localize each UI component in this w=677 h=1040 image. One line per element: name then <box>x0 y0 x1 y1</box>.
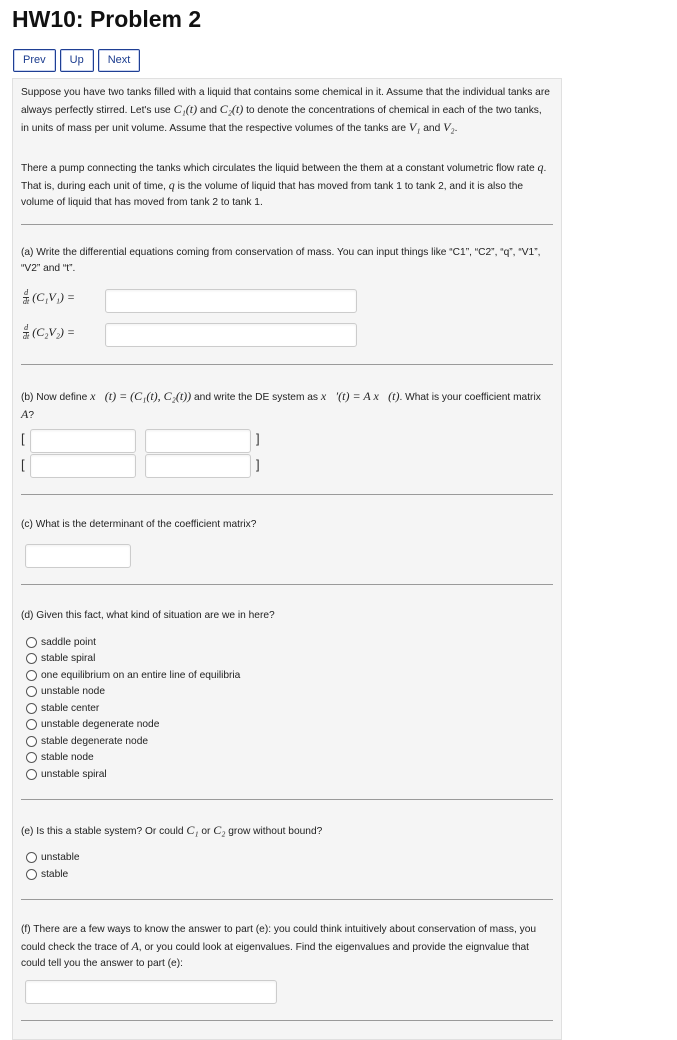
option-unstable-degenerate-node[interactable]: unstable degenerate node <box>26 717 159 732</box>
eigenvalue-input[interactable] <box>25 980 277 1004</box>
option-stable-center[interactable]: stable center <box>26 701 99 716</box>
page-title: HW10: Problem 2 <box>12 6 202 32</box>
x-definition: x⃗(t) = (C₁(t), C₂(t)) <box>90 389 192 403</box>
a-math: A <box>131 939 139 953</box>
matrix-cell-12[interactable] <box>145 429 251 453</box>
option-stable-spiral[interactable]: stable spiral <box>26 651 95 666</box>
part-a-eq2-label: $\frac{d}{dt}$ (C₂V₂) = <box>23 323 76 341</box>
part-a-prompt: (a) Write the differential equations coming from conservation of mass. You can input things like “C1”, “C2”, “q”, “V1”, “V2” and “t”. <box>21 247 541 274</box>
next-button[interactable]: Next <box>98 49 141 72</box>
radio-button[interactable] <box>26 703 37 714</box>
part-e-prompt: (e) Is this a stable system? Or could C₁ or C₂ grow without bound? <box>21 823 323 837</box>
divider <box>21 899 553 900</box>
radio-button[interactable] <box>26 686 37 697</box>
matrix-left-bracket: [ <box>21 431 25 446</box>
d-dt-fraction: $\frac{d}{dt}$ <box>23 323 30 341</box>
prev-button[interactable]: Prev <box>13 49 56 72</box>
divider <box>21 364 553 365</box>
nav-bar <box>13 49 140 72</box>
radio-button[interactable] <box>26 653 37 664</box>
radio-button[interactable] <box>26 769 37 780</box>
radio-button[interactable] <box>26 736 37 747</box>
divider <box>21 494 553 495</box>
v2-math: V₂ <box>443 120 455 134</box>
matrix-right-bracket: ] <box>256 457 260 472</box>
c1-math: C₁ <box>186 823 199 837</box>
d-dt-fraction: $\frac{d}{dt}$ <box>23 288 30 306</box>
part-a-input-2[interactable] <box>105 323 357 347</box>
part-a-eq1-label: $\frac{d}{dt}$ (C₁V₁) = <box>23 288 76 306</box>
radio-button[interactable] <box>26 670 37 681</box>
part-b-prompt: (b) Now define x⃗(t) = (C₁(t), C₂(t)) and write the DE system as x⃗′(t) = A x⃗(t). What is your coefficient matrix A? <box>21 389 541 421</box>
matrix-cell-22[interactable] <box>145 454 251 478</box>
up-button[interactable]: Up <box>60 49 94 72</box>
radio-button[interactable] <box>26 752 37 763</box>
intro-paragraph-1: Suppose you have two tanks filled with a liquid that contains some chemical in it. Assume that the individual tanks are always perfectly stirred. Let's use C₁(t) and C₂(t) to denote the concentrations of chemical in each of the two tanks, in units of mass per unit volume. Assume that the respective volumes of the tanks are V₁ and V₂. <box>21 87 550 134</box>
intro-paragraph-2: There a pump connecting the tanks which circulates the liquid between the them at a constant volumetric flow rate q. That is, during each unit of time, q is the volume of liquid that has moved from tank 1 to tank 2, and it is also the volume of liquid that has moved from tank 2 to tank 1. <box>21 160 547 208</box>
c2-math: C₂(t) <box>219 102 244 116</box>
divider <box>21 1020 553 1021</box>
v1-math: V₁ <box>408 120 421 134</box>
option-unstable-spiral[interactable]: unstable spiral <box>26 767 107 782</box>
divider <box>21 799 553 800</box>
de-system: x⃗′(t) = A x⃗(t) <box>320 389 400 403</box>
c1-math: C₁(t) <box>173 102 198 116</box>
option-unstable[interactable]: unstable <box>26 850 80 865</box>
matrix-cell-21[interactable] <box>30 454 136 478</box>
matrix-cell-11[interactable] <box>30 429 136 453</box>
option-stable-degenerate-node[interactable]: stable degenerate node <box>26 734 148 749</box>
q-math-2: q <box>168 178 175 192</box>
q-math: q <box>537 160 544 174</box>
divider <box>21 224 553 225</box>
part-d-prompt: (d) Given this fact, what kind of situation are we in here? <box>21 610 275 621</box>
matrix-right-bracket: ] <box>256 431 260 446</box>
option-saddle-point[interactable]: saddle point <box>26 635 96 650</box>
radio-button[interactable] <box>26 719 37 730</box>
option-line-of-equilibria[interactable]: one equilibrium on an entire line of equilibria <box>26 668 240 683</box>
radio-button[interactable] <box>26 852 37 863</box>
option-stable-node[interactable]: stable node <box>26 750 94 765</box>
radio-button[interactable] <box>26 637 37 648</box>
part-f-prompt: (f) There are a few ways to know the answer to part (e): you could think intuitively about conservation of mass, you could check the trace of A, or you could look at eigenvalues. Find the eigenvalues and provide the eignvalue that could tell you the answer to part (e): <box>21 924 537 969</box>
a-math: A <box>21 407 29 421</box>
c2-math: C₂ <box>213 823 226 837</box>
radio-button[interactable] <box>26 869 37 880</box>
problem-panel <box>12 78 562 1040</box>
part-c-prompt: (c) What is the determinant of the coefficient matrix? <box>21 519 257 530</box>
part-a-input-1[interactable] <box>105 289 357 313</box>
option-unstable-node[interactable]: unstable node <box>26 684 105 699</box>
matrix-left-bracket: [ <box>21 457 25 472</box>
option-stable[interactable]: stable <box>26 867 68 882</box>
determinant-input[interactable] <box>25 544 131 568</box>
divider <box>21 584 553 585</box>
